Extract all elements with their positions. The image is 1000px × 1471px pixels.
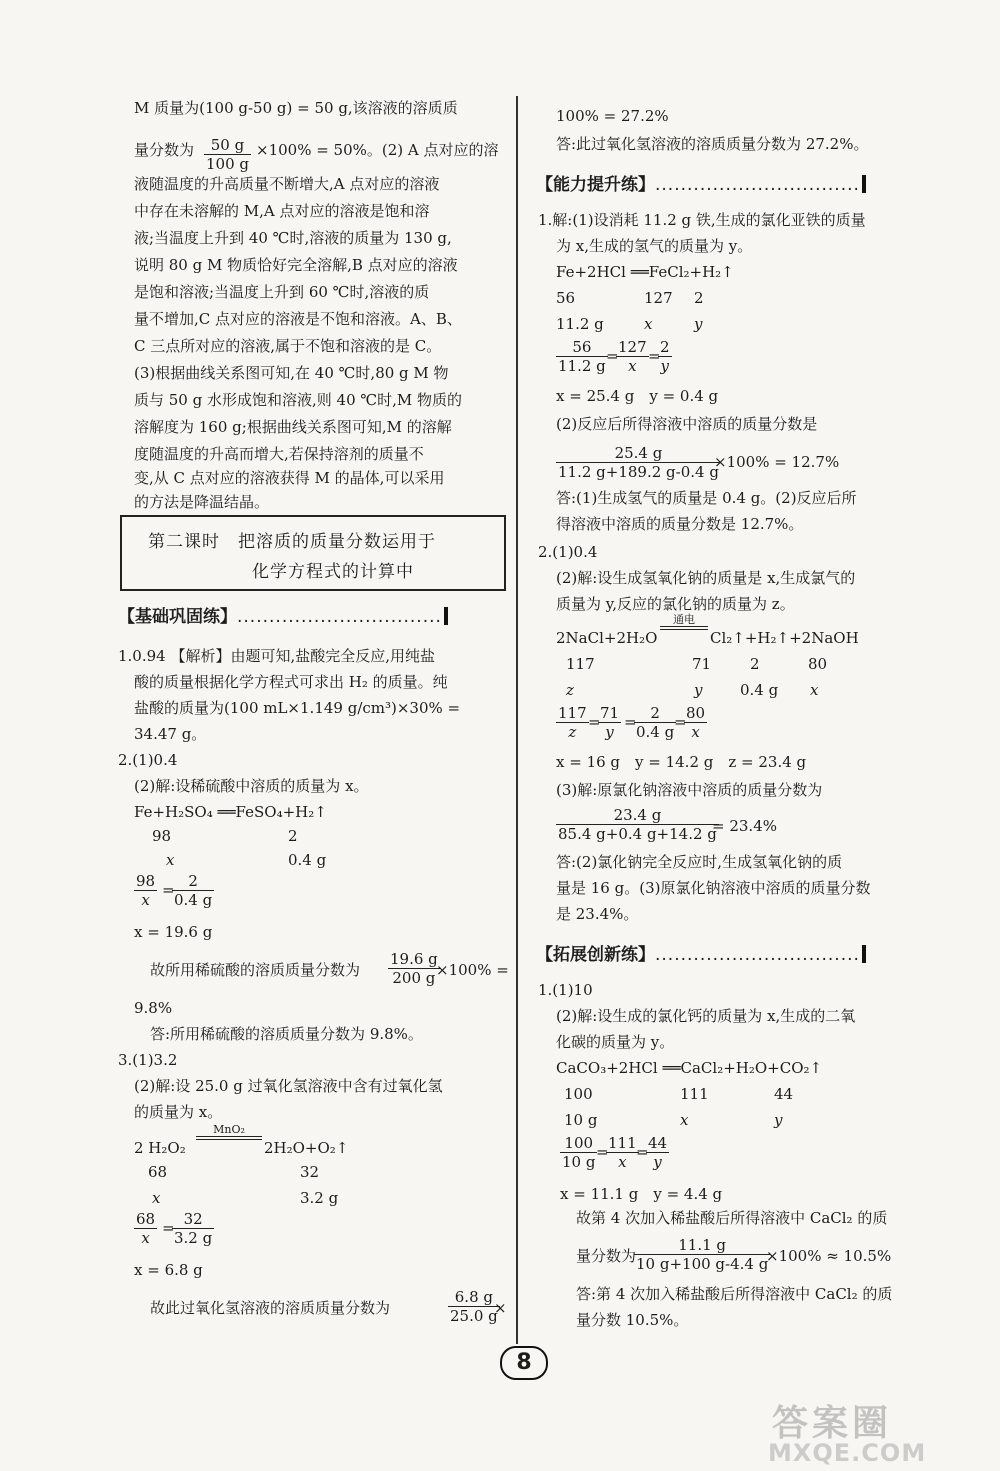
text-line: 100% = 27.2% (556, 107, 669, 125)
text-line: 100 (564, 1085, 593, 1103)
text-line: 10 g (564, 1111, 598, 1129)
text-line: 1.(1)10 (538, 981, 593, 999)
fraction: $\frac{71}{y}$ (600, 704, 620, 741)
text-line: 答:(1)生成氢气的质量是 0.4 g。(2)反应后所 (556, 489, 857, 507)
text-line: 2 (750, 655, 760, 673)
text-line: ×100% = 12.7% (714, 453, 840, 471)
text-line: = (596, 1143, 609, 1161)
text-line: 量分数 10.5%。 (576, 1311, 689, 1329)
text-line: 质量为 y,反应的氯化钠的质量为 z。 (556, 595, 795, 613)
fraction: $\frac{127}{x}$ (618, 338, 647, 375)
reaction-condition: MnO₂ (196, 1124, 262, 1140)
watermark-logo: 答案圈 MXQE.COM (768, 1403, 927, 1467)
text-line: (2)解:设稀硫酸中溶质的质量为 x。 (134, 777, 369, 795)
text-line: = (162, 1219, 175, 1237)
text-line: ×100% = 50%。(2) A 点对应的溶 (256, 141, 499, 159)
text-line: 1.0.94 【解析】由题可知,盐酸完全反应,用纯盐 (118, 647, 436, 665)
text-line: y (774, 1111, 783, 1129)
text-line: 的方法是降温结晶。 (134, 493, 270, 511)
text-line: 127 (644, 289, 673, 307)
fraction: $\frac{117}{z}$ (558, 704, 587, 741)
text-line: 的质量为 x。 (134, 1103, 223, 1121)
text-line: = (674, 713, 687, 731)
section-heading-ability: 【能力提升练】................................ (536, 170, 866, 195)
equation: 2 H₂O₂ (134, 1139, 186, 1157)
text-line: 2.(1)0.4 (538, 543, 598, 561)
fraction: $\frac{68}{x}$ (136, 1210, 156, 1247)
text-line: 故所用稀硫酸的溶质质量分数为 (150, 961, 361, 979)
text-line: x = 16 g y = 14.2 g z = 23.4 g (556, 753, 807, 771)
equation: Fe+2HCl ══FeCl₂+H₂↑ (556, 263, 734, 281)
equation: Cl₂↑+H₂↑+2NaOH (710, 629, 859, 647)
text-line: x (810, 681, 819, 699)
text-line: 量分数为 (576, 1247, 637, 1265)
text-line: = (648, 347, 661, 365)
text-line: y (694, 681, 703, 699)
text-line: 量是 16 g。(3)原氯化钠溶液中溶质的质量分数 (556, 879, 871, 897)
text-line: 11.2 g (556, 315, 604, 333)
text-line: 3.(1)3.2 (118, 1051, 178, 1069)
text-line: 答:第 4 次加入稀盐酸后所得溶液中 CaCl₂ 的质 (576, 1285, 893, 1303)
text-line: (3)根据曲线关系图可知,在 40 ℃时,80 g M 物 (134, 364, 449, 382)
text-line: 说明 80 g M 物质恰好完全溶解,B 点对应的溶液 (134, 256, 458, 274)
equation: Fe+H₂SO₄ ══FeSO₄+H₂↑ (134, 803, 327, 821)
text-line: 0.4 g (740, 681, 779, 699)
text-line: ×100% = (436, 961, 509, 979)
fraction: $\frac{23.4 g}{85.4 g+0.4 g+14.2 g}$ (558, 806, 717, 843)
text-line: = (624, 713, 637, 731)
text-line: 度随温度的升高而增大,若保持溶剂的质量不 (134, 445, 424, 463)
text-line: (3)解:原氯化钠溶液中溶质的质量分数为 (556, 781, 823, 799)
text-line: 答:所用稀硫酸的溶质质量分数为 9.8%。 (150, 1025, 423, 1043)
fraction: $\frac{98}{x}$ (136, 872, 156, 909)
fraction: $\frac{11.1 g}{10 g+100 g-4.4 g}$ (636, 1236, 769, 1273)
text-line: × (494, 1299, 507, 1317)
fraction: $\frac{80}{x}$ (686, 704, 706, 741)
text-line: 32 (300, 1163, 320, 1181)
text-line: 71 (692, 655, 712, 673)
fraction: $\frac{50 g}{100 g}$ (206, 136, 250, 173)
fraction: $\frac{2}{0.4 g}$ (636, 704, 675, 741)
text-line: x (152, 1189, 161, 1207)
text-line: 质与 50 g 水形成饱和溶液,则 40 ℃时,M 物质的 (134, 391, 463, 409)
page-number: 8 (500, 1346, 548, 1380)
lesson-title-line2: 化学方程式的计算中 (252, 562, 414, 582)
text-line: (2)解:设 25.0 g 过氧化氢溶液中含有过氧化氢 (134, 1077, 443, 1095)
text-line: 34.47 g。 (134, 725, 207, 743)
text-line: 溶解度为 160 g;根据曲线关系图可知,M 的溶解 (134, 418, 452, 436)
text-line: 44 (774, 1085, 794, 1103)
text-line: x = 19.6 g (134, 923, 213, 941)
text-line: 液;当温度上升到 40 ℃时,溶液的质量为 130 g, (134, 229, 452, 247)
text-line: 3.2 g (300, 1189, 339, 1207)
text-line: = 23.4% (712, 817, 777, 835)
text-line: 盐酸的质量为(100 mL×1.149 g/cm³)×30% = (134, 699, 461, 717)
text-line: 为 x,生成的氢气的质量为 y。 (556, 237, 753, 255)
text-line: (2)解:设生成的氯化钙的质量为 x,生成的二氧 (556, 1007, 856, 1025)
lesson-title-box (120, 515, 506, 591)
text-line: (2)反应后所得溶液中溶质的质量分数是 (556, 415, 818, 433)
text-line: 量不增加,C 点对应的溶液是不饱和溶液。A、B、 (134, 310, 462, 328)
fraction: $\frac{32}{3.2 g}$ (174, 1210, 213, 1247)
column-divider (516, 96, 518, 1344)
text-line: 是 23.4%。 (556, 905, 639, 923)
text-line: 2.(1)0.4 (118, 751, 178, 769)
text-line: x = 25.4 g y = 0.4 g (556, 387, 719, 405)
text-line: ×100% ≈ 10.5% (766, 1247, 892, 1265)
text-line: 111 (680, 1085, 709, 1103)
fraction: $\frac{2}{0.4 g}$ (174, 872, 213, 909)
text-line: 化碳的质量为 y。 (556, 1033, 675, 1051)
lesson-title-line1: 第二课时 把溶质的质量分数运用于 (148, 532, 436, 552)
text-line: = (162, 881, 175, 899)
text-line: 变,从 C 点对应的溶液获得 M 的晶体,可以采用 (134, 469, 445, 487)
text-line: 得溶液中溶质的质量分数是 12.7%。 (556, 515, 804, 533)
text-line: 2 (288, 827, 298, 845)
text-line: M 质量为(100 g-50 g) = 50 g,该溶液的溶质质 (134, 99, 458, 117)
fraction: $\frac{44}{y}$ (648, 1134, 668, 1171)
text-line: 1.解:(1)设消耗 11.2 g 铁,生成的氯化亚铁的质量 (538, 211, 866, 229)
text-line: x = 11.1 g y = 4.4 g (560, 1185, 723, 1203)
text-line: 答:(2)氯化钠完全反应时,生成氢氧化钠的质 (556, 853, 843, 871)
fraction: $\frac{56}{11.2 g}$ (558, 338, 606, 375)
text-line: x (680, 1111, 689, 1129)
text-line: 中存在未溶解的 M,A 点对应的溶液是饱和溶 (134, 202, 430, 220)
section-heading-basic: 【基础巩固练】................................ (118, 602, 448, 627)
fraction: $\frac{100}{10 g}$ (562, 1134, 596, 1171)
fraction: $\frac{6.8 g}{25.0 g}$ (450, 1288, 498, 1325)
text-line: x (644, 315, 653, 333)
text-line: x = 6.8 g (134, 1261, 203, 1279)
text-line: x (166, 851, 175, 869)
text-line: 0.4 g (288, 851, 327, 869)
text-line: 量分数为 (134, 141, 195, 159)
text-line: 答:此过氧化氢溶液的溶质质量分数为 27.2%。 (556, 135, 869, 153)
fraction: $\frac{2}{y}$ (660, 338, 670, 375)
text-line: = (636, 1143, 649, 1161)
equation: 2H₂O+O₂↑ (264, 1139, 349, 1157)
text-line: 117 (566, 655, 595, 673)
text-line: (2)解:设生成氢氧化钠的质量是 x,生成氯气的 (556, 569, 856, 587)
text-line: 9.8% (134, 999, 173, 1017)
text-line: 故第 4 次加入稀盐酸后所得溶液中 CaCl₂ 的质 (576, 1209, 888, 1227)
text-line: C 三点所对应的溶液,属于不饱和溶液的是 C。 (134, 337, 442, 355)
text-line: 68 (148, 1163, 168, 1181)
fraction: $\frac{111}{x}$ (608, 1134, 637, 1171)
equation: 2NaCl+2H₂O (556, 629, 658, 647)
text-line: = (606, 347, 619, 365)
fraction: $\frac{25.4 g}{11.2 g+189.2 g-0.4 g}$ (558, 444, 719, 481)
text-line: 80 (808, 655, 828, 673)
equation: CaCO₃+2HCl ══CaCl₂+H₂O+CO₂↑ (556, 1059, 823, 1077)
reaction-condition: 通电 (660, 614, 708, 630)
text-line: 是饱和溶液;当温度上升到 60 ℃时,溶液的质 (134, 283, 430, 301)
text-line: 56 (556, 289, 576, 307)
text-line: 液随温度的升高质量不断增大,A 点对应的溶液 (134, 175, 440, 193)
text-line: y (694, 315, 703, 333)
text-line: = (588, 713, 601, 731)
section-heading-extension: 【拓展创新练】................................ (536, 940, 866, 965)
text-line: 故此过氧化氢溶液的溶质质量分数为 (150, 1299, 391, 1317)
text-line: 2 (694, 289, 704, 307)
text-line: 酸的质量根据化学方程式可求出 H₂ 的质量。纯 (134, 673, 448, 691)
fraction: $\frac{19.6 g}{200 g}$ (390, 950, 438, 987)
text-line: z (566, 681, 574, 699)
text-line: 98 (152, 827, 172, 845)
